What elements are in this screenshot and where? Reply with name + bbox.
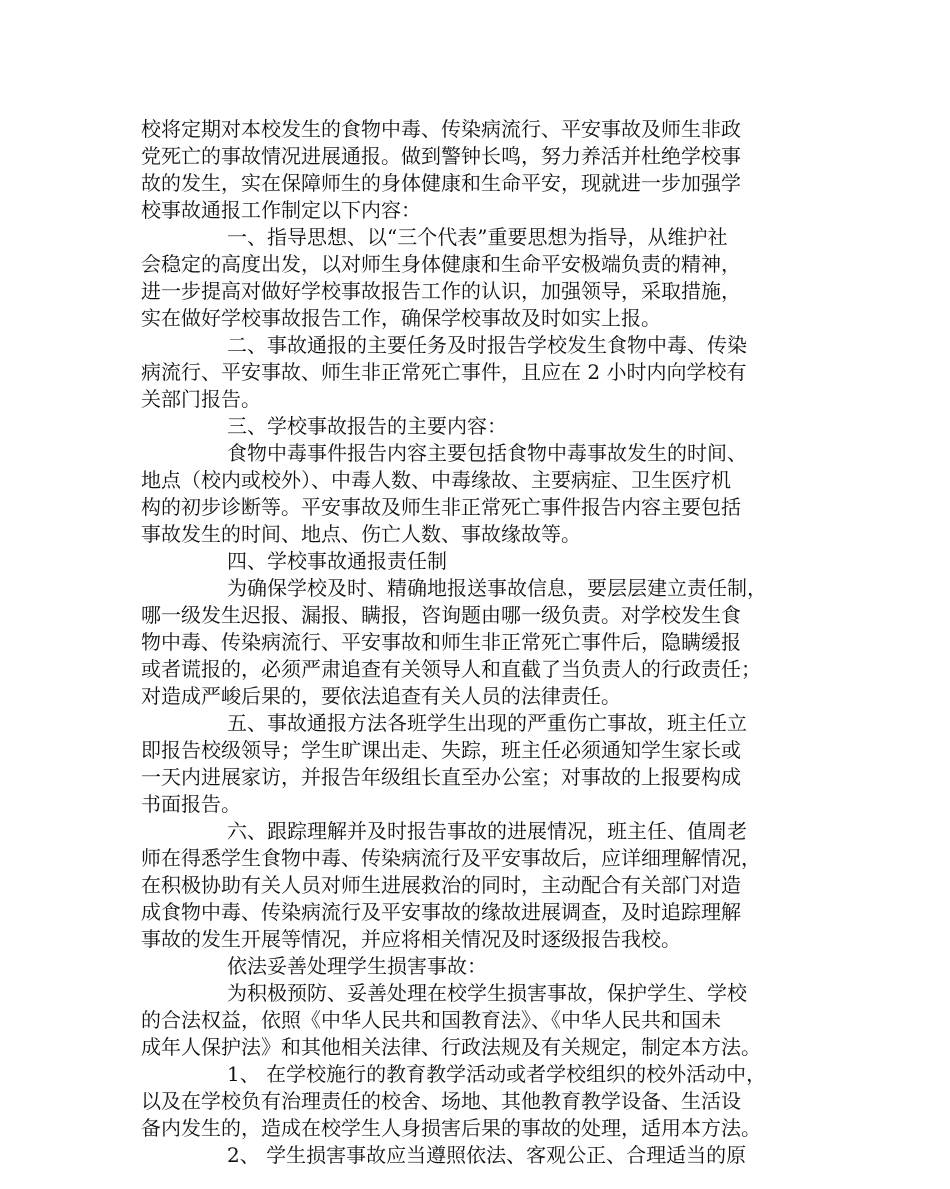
text-line: 事故的发生开展等情况，并应将相关情况及时逐级报告我校。	[141, 927, 681, 951]
text-line: 依法妥善处理学生损害事故：	[227, 954, 487, 978]
text-line: 对造成严峻后果的，要依法追查有关人员的法律责任。	[141, 684, 621, 708]
text-line: 为确保学校及时、精确地报送事故信息，要层层建立责任制，	[227, 576, 767, 600]
text-line: 校事故通报工作制定以下内容：	[141, 198, 421, 222]
text-line: 故的发生，实在保障师生的身体健康和生命平安，现就进一步加强学	[141, 171, 741, 195]
text-line: 成年人保护法》和其他相关法律、行政法规及有关规定，制定本方法。	[141, 1035, 761, 1059]
text-line: 1、 在学校施行的教育教学活动或者学校组织的校外活动中，	[227, 1062, 767, 1086]
text-line: 四、学校事故通报责任制	[227, 549, 447, 573]
text-line: 五、事故通报方法各班学生出现的严重伤亡事故，班主任立	[227, 711, 747, 735]
text-line: 事故发生的时间、地点、伤亡人数、事故缘故等。	[141, 522, 581, 546]
text-line: 成食物中毒、传染病流行及平安事故的缘故进展调查，及时追踪理解	[141, 900, 741, 924]
text-line: 即报告校级领导；学生旷课出走、失踪，班主任必须通知学生家长或	[141, 738, 741, 762]
text-line: 党死亡的事故情况进展通报。做到警钟长鸣，努力养活并杜绝学校事	[141, 144, 741, 168]
text-line: 进一步提高对做好学校事故报告工作的认识，加强领导，采取措施，	[141, 279, 741, 303]
text-line: 六、跟踪理解并及时报告事故的进展情况，班主任、值周老	[227, 819, 747, 843]
text-line: 校将定期对本校发生的食物中毒、传染病流行、平安事故及师生非政	[141, 117, 741, 141]
text-line: 构的初步诊断等。平安事故及师生非正常死亡事件报告内容主要包括	[141, 495, 741, 519]
text-line: 哪一级发生迟报、漏报、瞒报，咨询题由哪一级负责。对学校发生食	[141, 603, 741, 627]
text-line: 物中毒、传染病流行、平安事故和师生非正常死亡事件后，隐瞒缓报	[141, 630, 741, 654]
text-line: 的合法权益，依照《中华人民共和国教育法》、《中华人民共和国未	[141, 1008, 721, 1032]
text-line: 一、指导思想、以“三个代表”重要思想为指导，从维护社	[227, 225, 728, 249]
text-line: 实在做好学校事故报告工作，确保学校事故及时如实上报。	[141, 306, 661, 330]
text-line: 一天内进展家访，并报告年级组长直至办公室；对事故的上报要构成	[141, 765, 741, 789]
text-line: 师在得悉学生食物中毒、传染病流行及平安事故后，应详细理解情况，	[141, 846, 761, 870]
text-line: 书面报告。	[141, 792, 241, 816]
text-line: 关部门报告。	[141, 387, 261, 411]
text-line: 地点（校内或校外）、中毒人数、中毒缘故、主要病症、卫生医疗机	[141, 468, 731, 492]
text-line: 在积极协助有关人员对师生进展救治的同时，主动配合有关部门对造	[141, 873, 741, 897]
text-line: 备内发生的，造成在校学生人身损害后果的事故的处理，适用本方法。	[141, 1116, 761, 1140]
text-line: 病流行、平安事故、师生非正常死亡事件，且应在 2 小时内向学校有	[141, 360, 747, 384]
text-line: 会稳定的高度出发，以对师生身体健康和生命平安极端负责的精神，	[141, 252, 741, 276]
text-line: 2、 学生损害事故应当遵照依法、客观公正、合理适当的原	[227, 1143, 747, 1167]
text-line: 食物中毒事件报告内容主要包括食物中毒事故发生的时间、	[227, 441, 747, 465]
text-line: 以及在学校负有治理责任的校舍、场地、其他教育教学设备、生活设	[141, 1089, 741, 1113]
text-line: 为积极预防、妥善处理在校学生损害事故，保护学生、学校	[227, 981, 747, 1005]
text-line: 三、学校事故报告的主要内容：	[227, 414, 507, 438]
text-line: 或者谎报的，必须严肃追查有关领导人和直截了当负责人的行政责任；	[141, 657, 761, 681]
text-line: 二、事故通报的主要任务及时报告学校发生食物中毒、传染	[227, 333, 747, 357]
document-body	[141, 116, 823, 1169]
